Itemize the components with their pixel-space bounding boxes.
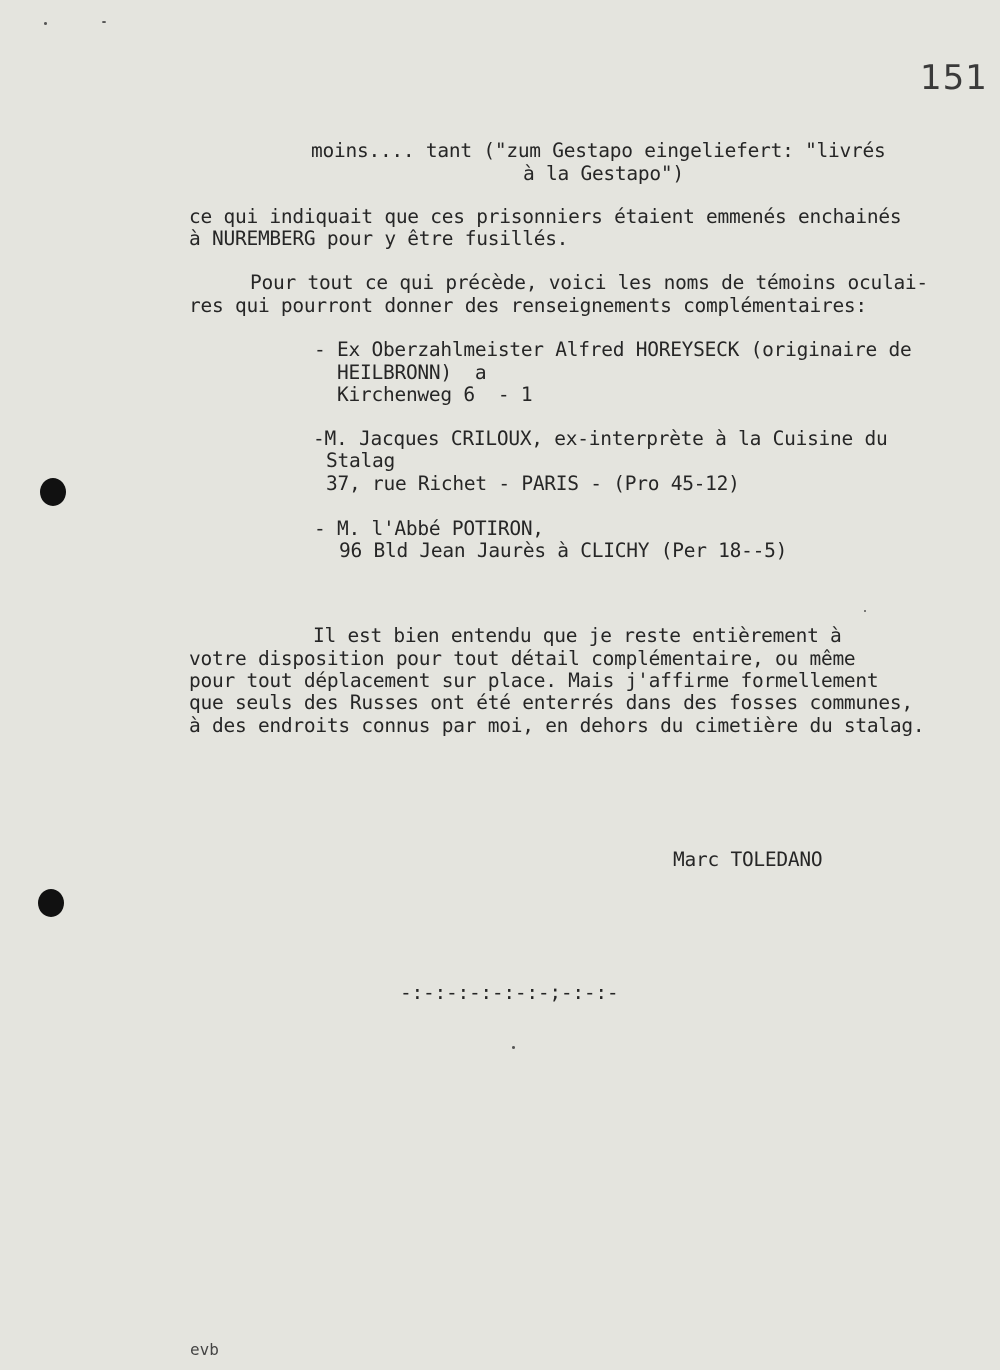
- witness-line: 96 Bld Jean Jaurès à CLICHY (Per 18--5): [339, 539, 788, 562]
- witness-line: - M. l'Abbé POTIRON,: [314, 517, 544, 540]
- paragraph-line: Pour tout ce qui précède, voici les noms de témoins oculai-: [250, 271, 928, 294]
- punch-hole-upper: [40, 478, 66, 506]
- witness-line: Stalag: [326, 449, 395, 472]
- opening-line: moins.... tant ("zum Gestapo eingeliefert: "livrés: [311, 139, 886, 162]
- paper-speck: [44, 22, 47, 25]
- witness-line: HEILBRONN) a: [337, 361, 487, 384]
- witness-line: - Ex Oberzahlmeister Alfred HOREYSECK (originaire de: [314, 338, 912, 361]
- paper-speck: [102, 21, 106, 23]
- paragraph-line: que seuls des Russes ont été enterrés dans des fosses communes,: [189, 691, 913, 714]
- witness-line: Kirchenweg 6 - 1: [337, 383, 533, 406]
- paragraph-line: res qui pourront donner des renseignements complémentaires:: [189, 294, 867, 317]
- signature: Marc TOLEDANO: [673, 848, 823, 871]
- paper-speck: [512, 1046, 515, 1049]
- paragraph-line: votre disposition pour tout détail complémentaire, ou même: [189, 647, 856, 670]
- typist-initials: evb: [190, 1340, 219, 1359]
- punch-hole-lower: [38, 889, 64, 917]
- paragraph-line: ce qui indiquait que ces prisonniers étaient emmenés enchainés: [189, 205, 902, 228]
- paragraph-line: pour tout déplacement sur place. Mais j'affirme formellement: [189, 669, 879, 692]
- witness-line: -M. Jacques CRILOUX, ex-interprète à la Cuisine du: [313, 427, 888, 450]
- page-number: 151: [920, 58, 988, 98]
- paragraph-line: à NUREMBERG pour y être fusillés.: [189, 227, 569, 250]
- witness-line: 37, rue Richet - PARIS - (Pro 45-12): [326, 472, 740, 495]
- paragraph-line: à des endroits connus par moi, en dehors du cimetière du stalag.: [189, 714, 925, 737]
- opening-line: à la Gestapo"): [523, 162, 684, 185]
- paper-speck: [864, 610, 866, 612]
- separator: -:-:-:-:-:-:-;-:-:-: [400, 981, 619, 1004]
- paragraph-line: Il est bien entendu que je reste entièrement à: [313, 624, 842, 647]
